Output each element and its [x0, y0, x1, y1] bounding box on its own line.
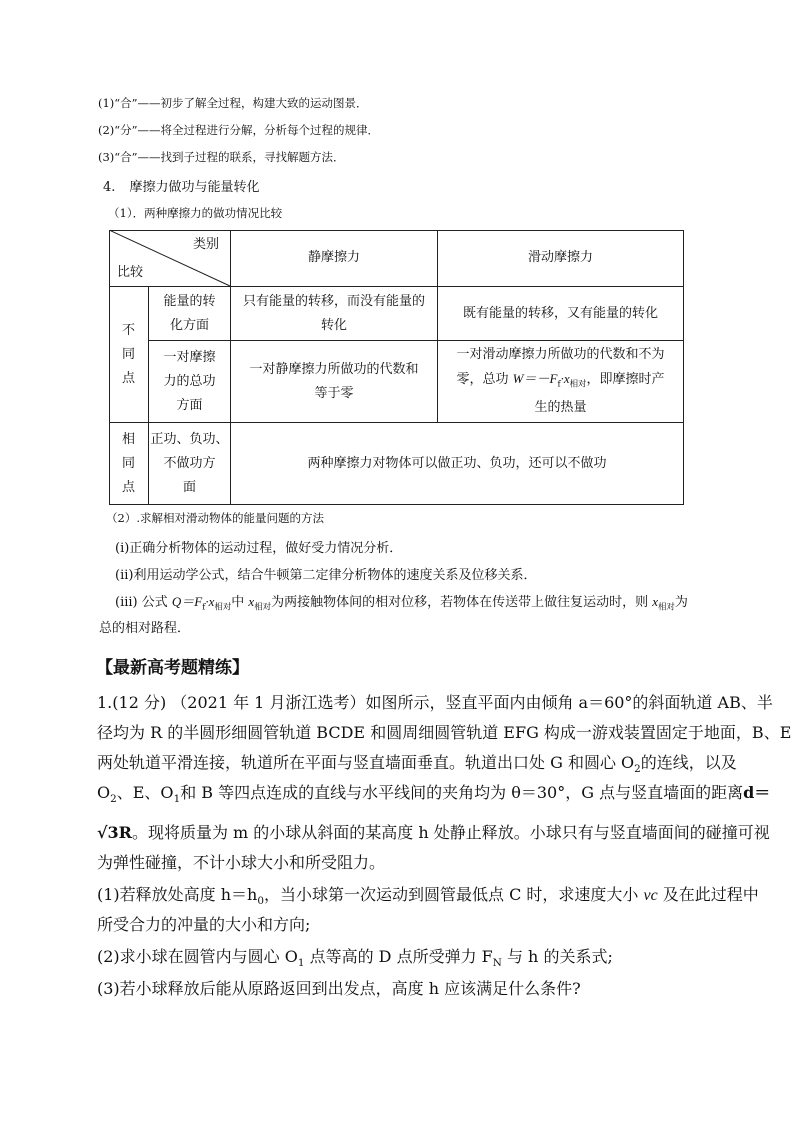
- friction-comparison-table: [109, 230, 684, 505]
- problem-line-4: $O_2$、E、$O_1$和 B 等四点连成的直线与水平线间的夹角均为 θ＝30°，G 点与竖直墙面的距离d＝: [97, 783, 771, 806]
- section-4-heading: [103, 176, 260, 195]
- same-group-label: 相 同 点: [121, 431, 135, 495]
- common-work-cell: 两种摩擦力对物体可以做正功、负功，还可以不做功: [307, 455, 607, 471]
- step-1-text: (1)“合”——初步了解全过程，构建大致的运动图景．: [98, 96, 368, 110]
- question-2: (2)求小球在圆管内与圆心 $O_1$ 点等高的 D 点所受弹力 $F_N$ 与 h 的关系式;: [97, 947, 613, 970]
- subsection-2-title: （2）.求解相对滑动物体的能量问题的方法: [106, 511, 324, 525]
- problem-line-5: √3R。现将质量为 m 的小球从斜面的某高度 h 处静止释放。小球只有与竖直墙面间的碰撞可视: [97, 823, 770, 842]
- exam-section-heading: 【最新高考题精练】: [96, 658, 249, 678]
- static-energy-conversion-cell: 只有能量的转移，而没有能量的 转化: [242, 293, 425, 333]
- method-3-continuation: 总的相对路程．: [99, 621, 191, 636]
- subsection-1-title: （1）．两种摩擦力的做功情况比较: [108, 206, 283, 220]
- problem-line-3: 两处轨道平滑连接，轨道所在平面与竖直墙面垂直。轨道出口处 G 和圆心 $O_2$的连线，以及: [97, 753, 737, 776]
- row-label-energy-conversion: 能量的转 化方面: [163, 293, 216, 333]
- header-category-label: 类别: [193, 237, 220, 252]
- header-compare-label: 比较: [117, 265, 144, 280]
- row-label-positive-negative-work: 正功、负功、 不做功方 面: [150, 431, 229, 495]
- problem-line-1: 1.(12 分) （2021 年 1 月浙江选考）如图所示，竖直平面内由倾角 a＝60°的斜面轨道 AB、半: [97, 693, 773, 712]
- problem-line-2: 径均为 R 的半圆形细圆管轨道 BCDE 和圆周细圆管轨道 EFG 构成一游戏装置固定于地面，B、E: [97, 723, 792, 742]
- row-label-total-work: 一对摩擦 力的总功 方面: [163, 349, 216, 413]
- method-1-text: (i)正确分析物体的运动过程，做好受力情况分析．: [115, 541, 403, 556]
- question-1-line-1: (1)若释放处高度 $h=h_0$，当小球第一次运动到圆管最低点 C 时，求速度大小 vc 及在此过程中: [97, 885, 759, 908]
- sliding-total-work-cell: 一对滑动摩擦力所做功的代数和不为 零，总功 $W=-F_f\cdot x_{相对}$，即摩擦时产 生的热量: [456, 347, 665, 415]
- sliding-energy-conversion-cell: 既有能量的转移，又有能量的转化: [462, 305, 658, 321]
- section-4-number: 4.: [103, 180, 116, 195]
- step-3-text: (3)“合”——找到子过程的联系，寻找解题方法．: [98, 150, 345, 164]
- section-4-title: 摩擦力做功与能量转化: [129, 180, 260, 195]
- problem-line-6: 为弹性碰撞，不计小球大小和所受阻力。: [97, 853, 386, 872]
- question-1-line-2: 所受合力的冲量的大小和方向;: [97, 915, 311, 934]
- static-total-work-cell: 一对静摩擦力所做功的代数和 等于零: [249, 361, 419, 401]
- difference-group-label: 不 同 点: [121, 322, 135, 386]
- sqrt-3-symbol: √3: [97, 823, 119, 842]
- step-2-text: (2)“分”——将全过程进行分解，分析每个过程的规律．: [98, 123, 380, 137]
- column-header-static-friction: 静摩擦力: [307, 250, 360, 265]
- question-3: (3)若小球释放后能从原路返回到出发点，高度 h 应该满足什么条件?: [97, 979, 581, 998]
- method-2-text: (ii)利用运动学公式，结合牛顿第二定律分析物体的速度关系及位移关系．: [115, 568, 537, 583]
- column-header-sliding-friction: 滑动摩擦力: [527, 250, 593, 265]
- method-3-text: (iii) 公式 $Q=F_f\cdot x_{相对}$中 $x_{相对}$为两接触物体间的相对位移，若物体在传送带上做往复运动时，则 $x_{相对}$为: [115, 594, 688, 612]
